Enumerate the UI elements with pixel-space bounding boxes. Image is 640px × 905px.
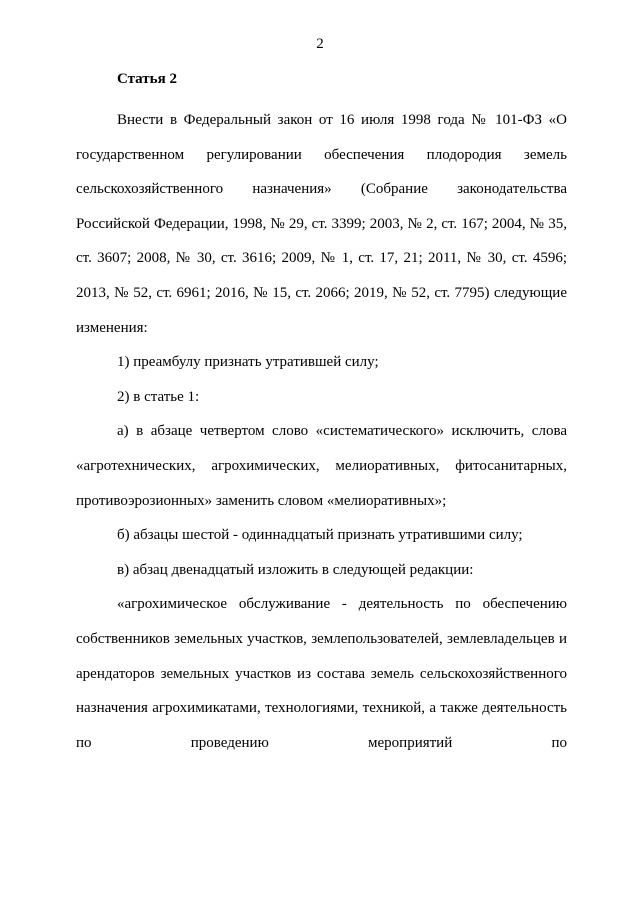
paragraph-subitem-a: а) в абзаце четвертом слово «систематического» исключить, слова «агротехнических, агрохимических, мелиоративных, фитосанитарных, противоэрозионных» заменить словом «мелиоративных»; (76, 423, 567, 509)
paragraph-amendment-intro: Внести в Федеральный закон от 16 июля 1998 года № 101-ФЗ «О государственном регулировании обеспечения плодородия земель сельскохозяйственного назначения» (Собрание законодательства Российской Федерации, 1998, № 29, ст. 3399; 2003, № 2, ст. 167; 2004, № 35, ст. 3607; 2008, № 30, ст. 3616; 2009, № 1, ст. 17, 21; 2011, № 30, ст. 4596; 2013, № 52, ст. 6961; 2016, № 15, ст. 2066; 2019, № 52, ст. 7795) следующие изменения: (76, 112, 567, 336)
paragraph-item-2: 2) в статье 1: (117, 388, 200, 405)
paragraph-subitem-b: б) абзацы шестой - одиннадцатый признать утратившими силу; (117, 527, 523, 544)
paragraph-subitem-v: в) абзац двенадцатый изложить в следующей редакции: (117, 561, 474, 578)
article-body (76, 103, 567, 760)
page-number: 2 (316, 36, 324, 52)
paragraph-quoted-definition: «агрохимическое обслуживание - деятельность по обеспечению собственников земельных участков, землепользователей, землевладельцев и арендаторов земельных участков из состава земель сельскохозяйственного назначения агрохимикатами, технологиями, техникой, а также деятельность по проведению мероприятий по (76, 596, 567, 751)
paragraph-item-1: 1) преамбулу признать утратившей силу; (117, 354, 379, 371)
article-heading: Статья 2 (117, 71, 177, 87)
